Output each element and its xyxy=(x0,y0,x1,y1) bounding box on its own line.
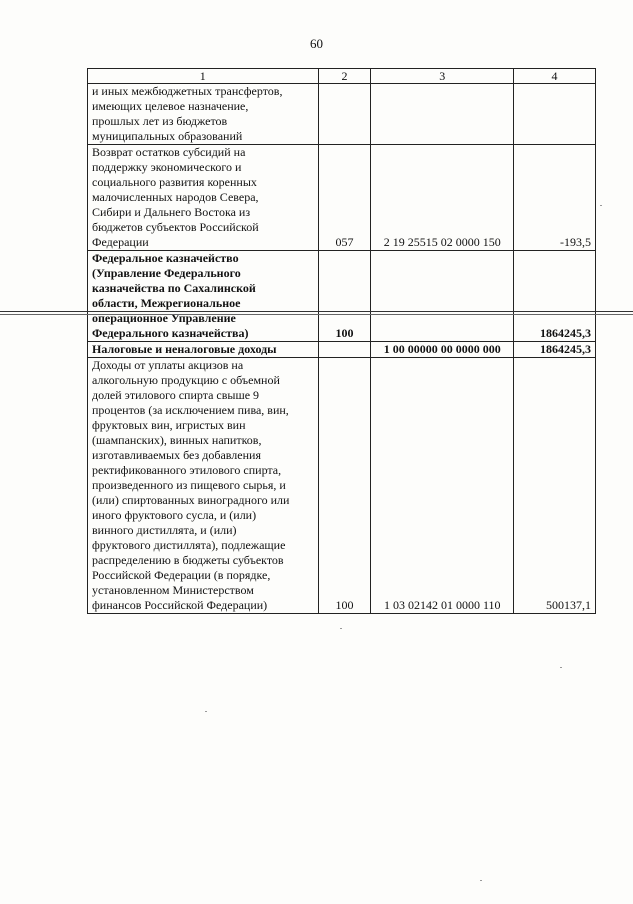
scan-cut-line xyxy=(0,311,633,312)
budget-code-cell xyxy=(371,84,514,145)
table-header-row xyxy=(88,69,596,84)
description-line: казначейства по Сахалинской xyxy=(92,281,256,295)
table-row xyxy=(88,358,596,614)
description-line: процентов (за исключением пива, вин, xyxy=(92,403,289,417)
page-number: 60 xyxy=(310,36,323,51)
description-line: Федерации xyxy=(92,235,149,249)
description-line: Сибири и Дальнего Востока из xyxy=(92,205,251,219)
column-header: 3 xyxy=(371,69,514,84)
admin-code-cell: 100 xyxy=(318,358,371,614)
description-line: иного фруктового сусла, и (или) xyxy=(92,508,257,522)
description-line: малочисленных народов Севера, xyxy=(92,190,259,204)
scan-speck xyxy=(600,205,602,206)
description-line: распределению в бюджеты субъектов xyxy=(92,553,284,567)
description-line: операционное Управление xyxy=(92,311,236,325)
budget-code-cell: 2 19 25515 02 0000 150 xyxy=(371,145,514,251)
description-line: Доходы от уплаты акцизов на xyxy=(92,358,244,372)
admin-code-cell: 100 xyxy=(318,251,371,342)
description-line: финансов Российской Федерации) xyxy=(92,598,268,612)
description-line: ректификованного этилового спирта, xyxy=(92,463,282,477)
description-line: изготавливаемых без добавления xyxy=(92,448,261,462)
table-row xyxy=(88,84,596,145)
scan-speck xyxy=(560,667,562,668)
table-row xyxy=(88,145,596,251)
description-line: Федеральное казначейство xyxy=(92,251,239,265)
description-line: произведенного из пищевого сырья, и xyxy=(92,478,286,492)
column-header: 1 xyxy=(88,69,319,84)
description-line: Российской Федерации (в порядке, xyxy=(92,568,271,582)
amount-cell xyxy=(514,84,596,145)
amount-cell: 500137,1 xyxy=(514,358,596,614)
amount-cell: -193,5 xyxy=(514,145,596,251)
description-line: имеющих целевое назначение, xyxy=(92,99,249,113)
scan-speck xyxy=(205,711,207,712)
revenue-table xyxy=(87,68,596,614)
column-header: 2 xyxy=(318,69,371,84)
amount-cell: 1864245,3 xyxy=(514,251,596,342)
admin-code-cell: 057 xyxy=(318,145,371,251)
row-description xyxy=(88,251,319,342)
description-line: Федерального казначейства) xyxy=(92,326,249,340)
description-line: бюджетов субъектов Российской xyxy=(92,220,259,234)
description-line: Возврат остатков субсидий на xyxy=(92,145,246,159)
admin-code-cell xyxy=(318,84,371,145)
description-line: алкогольную продукцию с объемной xyxy=(92,373,280,387)
description-line: (шампанских), винных напитков, xyxy=(92,433,262,447)
row-description xyxy=(88,342,319,358)
description-line: установленном Министерством xyxy=(92,583,254,597)
table-row xyxy=(88,342,596,358)
description-line: фруктовых вин, игристых вин xyxy=(92,418,246,432)
row-description xyxy=(88,145,319,251)
row-description xyxy=(88,358,319,614)
description-line: (Управление Федерального xyxy=(92,266,241,280)
description-line: (или) спиртованных виноградного или xyxy=(92,493,290,507)
budget-code-cell: 1 03 02142 01 0000 110 xyxy=(371,358,514,614)
description-line: винного дистиллята, и (или) xyxy=(92,523,237,537)
row-description xyxy=(88,84,319,145)
scan-speck xyxy=(340,628,342,629)
scan-speck xyxy=(480,880,482,881)
description-line: фруктового дистиллята), подлежащие xyxy=(92,538,286,552)
table-row xyxy=(88,251,596,342)
column-header: 4 xyxy=(514,69,596,84)
scan-cut-line xyxy=(0,314,633,315)
admin-code-cell xyxy=(318,342,371,358)
description-line: Налоговые и неналоговые доходы xyxy=(92,342,277,356)
budget-code-cell: 1 00 00000 00 0000 000 xyxy=(371,342,514,358)
description-line: поддержку экономического и xyxy=(92,160,242,174)
description-line: области, Межрегиональное xyxy=(92,296,241,310)
description-line: и иных межбюджетных трансфертов, xyxy=(92,84,283,98)
description-line: долей этилового спирта свыше 9 xyxy=(92,388,260,402)
budget-code-cell xyxy=(371,251,514,342)
amount-cell: 1864245,3 xyxy=(514,342,596,358)
description-line: прошлых лет из бюджетов xyxy=(92,114,228,128)
description-line: социального развития коренных xyxy=(92,175,257,189)
description-line: муниципальных образований xyxy=(92,129,243,143)
